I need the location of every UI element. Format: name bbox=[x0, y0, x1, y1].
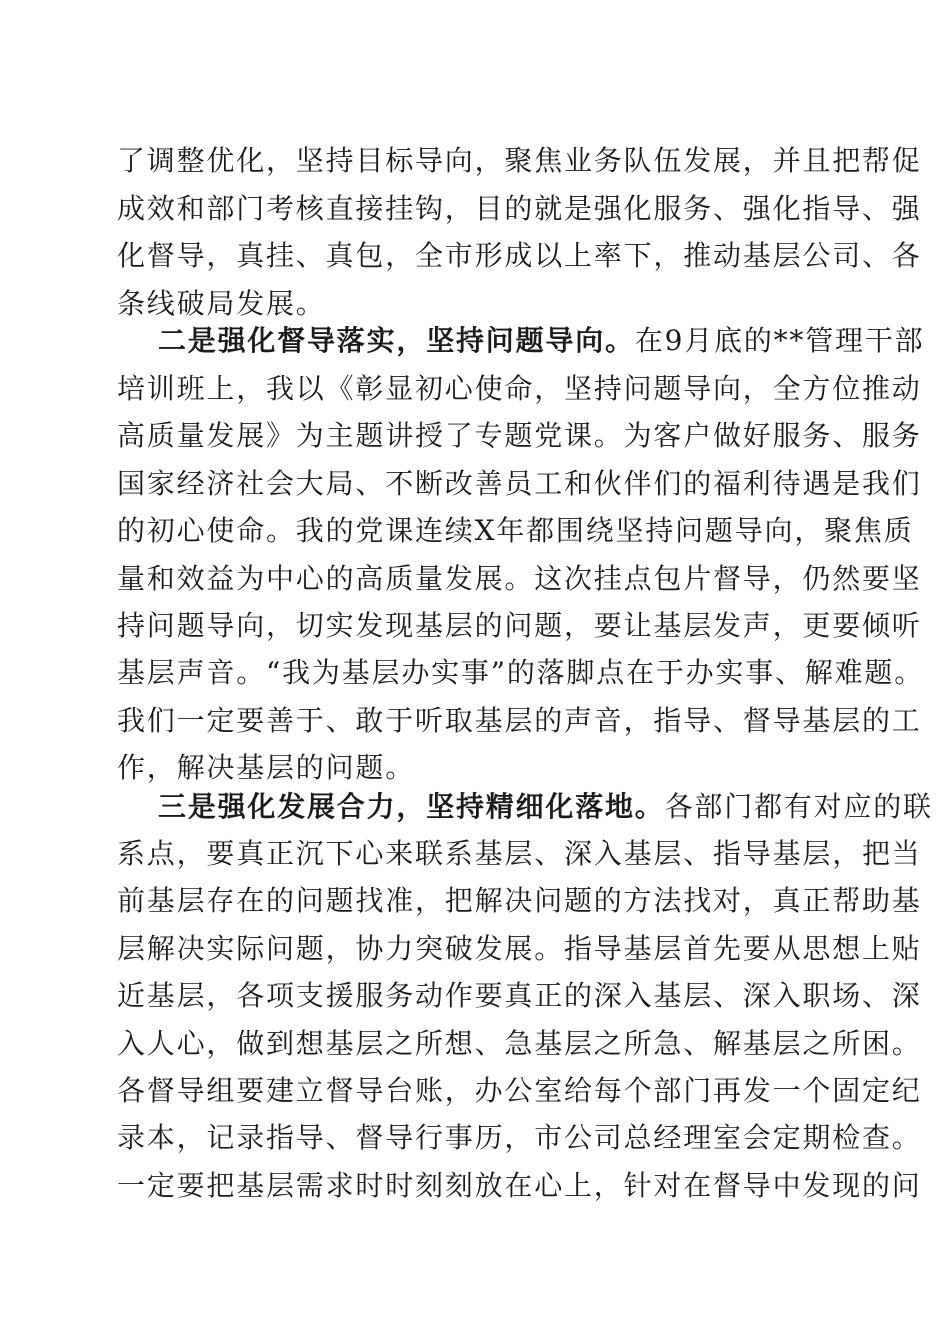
text-line bbox=[117, 976, 922, 1016]
line-text: 国家经济社会大局、不断改善员工和伙伴们的福利待遇是我们 bbox=[117, 467, 922, 500]
text-line bbox=[117, 881, 922, 921]
text-line bbox=[117, 559, 922, 599]
text-line bbox=[117, 464, 922, 504]
text-line bbox=[117, 141, 922, 181]
text-line bbox=[117, 1071, 922, 1111]
text-line bbox=[117, 653, 925, 693]
text-line bbox=[117, 606, 922, 646]
text-line bbox=[117, 189, 922, 229]
line-text: 了调整优化，坚持目标导向，聚焦业务队伍发展，并且把帮促 bbox=[117, 144, 922, 177]
line-text: 高质量发展》为主题讲授了专题党课。为客户做好服务、服务 bbox=[117, 419, 922, 452]
text-line bbox=[117, 511, 914, 551]
text-line bbox=[117, 701, 922, 741]
line-text: 量和效益为中心的高质量发展。这次挂点包片督导，仍然要坚 bbox=[117, 562, 922, 595]
text-line bbox=[117, 1118, 922, 1158]
line-text: 的初心使命。我的党课连续X年都围绕坚持问题导向，聚焦质 bbox=[117, 514, 914, 547]
text-line bbox=[117, 284, 837, 324]
line-text: 成效和部门考核直接挂钩，目的就是强化服务、强化指导、强 bbox=[117, 192, 922, 225]
text-line bbox=[117, 1166, 922, 1206]
paragraph-3-first-line bbox=[158, 787, 933, 827]
paragraph-heading: 二是强化督导落实，坚持问题导向。 bbox=[158, 324, 635, 357]
line-text: 基层声音。“我为基层办实事”的落脚点在于办实事、解难题。 bbox=[117, 656, 925, 689]
text-line bbox=[117, 1024, 922, 1064]
line-text: 条线破局发展。 bbox=[117, 287, 326, 320]
line-text: 前基层存在的问题找准，把解决问题的方法找对，真正帮助基 bbox=[117, 884, 922, 917]
text-line bbox=[117, 416, 922, 456]
line-text: 作，解决基层的问题。 bbox=[117, 751, 416, 784]
paragraph-2-first-line bbox=[158, 321, 925, 361]
line-text: 培训班上，我以《彰显初心使命，坚持问题导向，全方位推动 bbox=[117, 372, 922, 405]
line-text: 入人心，做到想基层之所想、急基层之所急、解基层之所困。 bbox=[117, 1027, 922, 1060]
line-text: 近基层，各项支援服务动作要真正的深入基层、深入职场、深 bbox=[117, 979, 922, 1012]
line-text: 各督导组要建立督导台账，办公室给每个部门再发一个固定纪 bbox=[117, 1074, 922, 1107]
line-text: 层解决实际问题，协力突破发展。指导基层首先要从思想上贴 bbox=[117, 932, 922, 965]
line-text: 一定要把基层需求时时刻刻放在心上，针对在督导中发现的问 bbox=[117, 1169, 922, 1202]
line-text: 在9月底的**管理干部 bbox=[634, 324, 925, 357]
text-line bbox=[117, 834, 922, 874]
line-text: 我们一定要善于、敢于听取基层的声音，指导、督导基层的工 bbox=[117, 704, 922, 737]
text-line bbox=[117, 929, 922, 969]
text-line bbox=[117, 236, 922, 276]
text-line bbox=[117, 369, 922, 409]
paragraph-heading: 三是强化发展合力，坚持精细化落地。 bbox=[158, 790, 665, 823]
line-text: 持问题导向，切实发现基层的问题，要让基层发声，更要倾听 bbox=[117, 609, 922, 642]
line-text: 各部门都有对应的联 bbox=[664, 790, 933, 823]
line-text: 化督导，真挂、真包，全市形成以上率下，推动基层公司、各 bbox=[117, 239, 922, 272]
line-text: 系点，要真正沉下心来联系基层、深入基层、指导基层，把当 bbox=[117, 837, 922, 870]
line-text: 录本，记录指导、督导行事历，市公司总经理室会定期检查。 bbox=[117, 1121, 922, 1154]
text-line bbox=[117, 748, 837, 788]
